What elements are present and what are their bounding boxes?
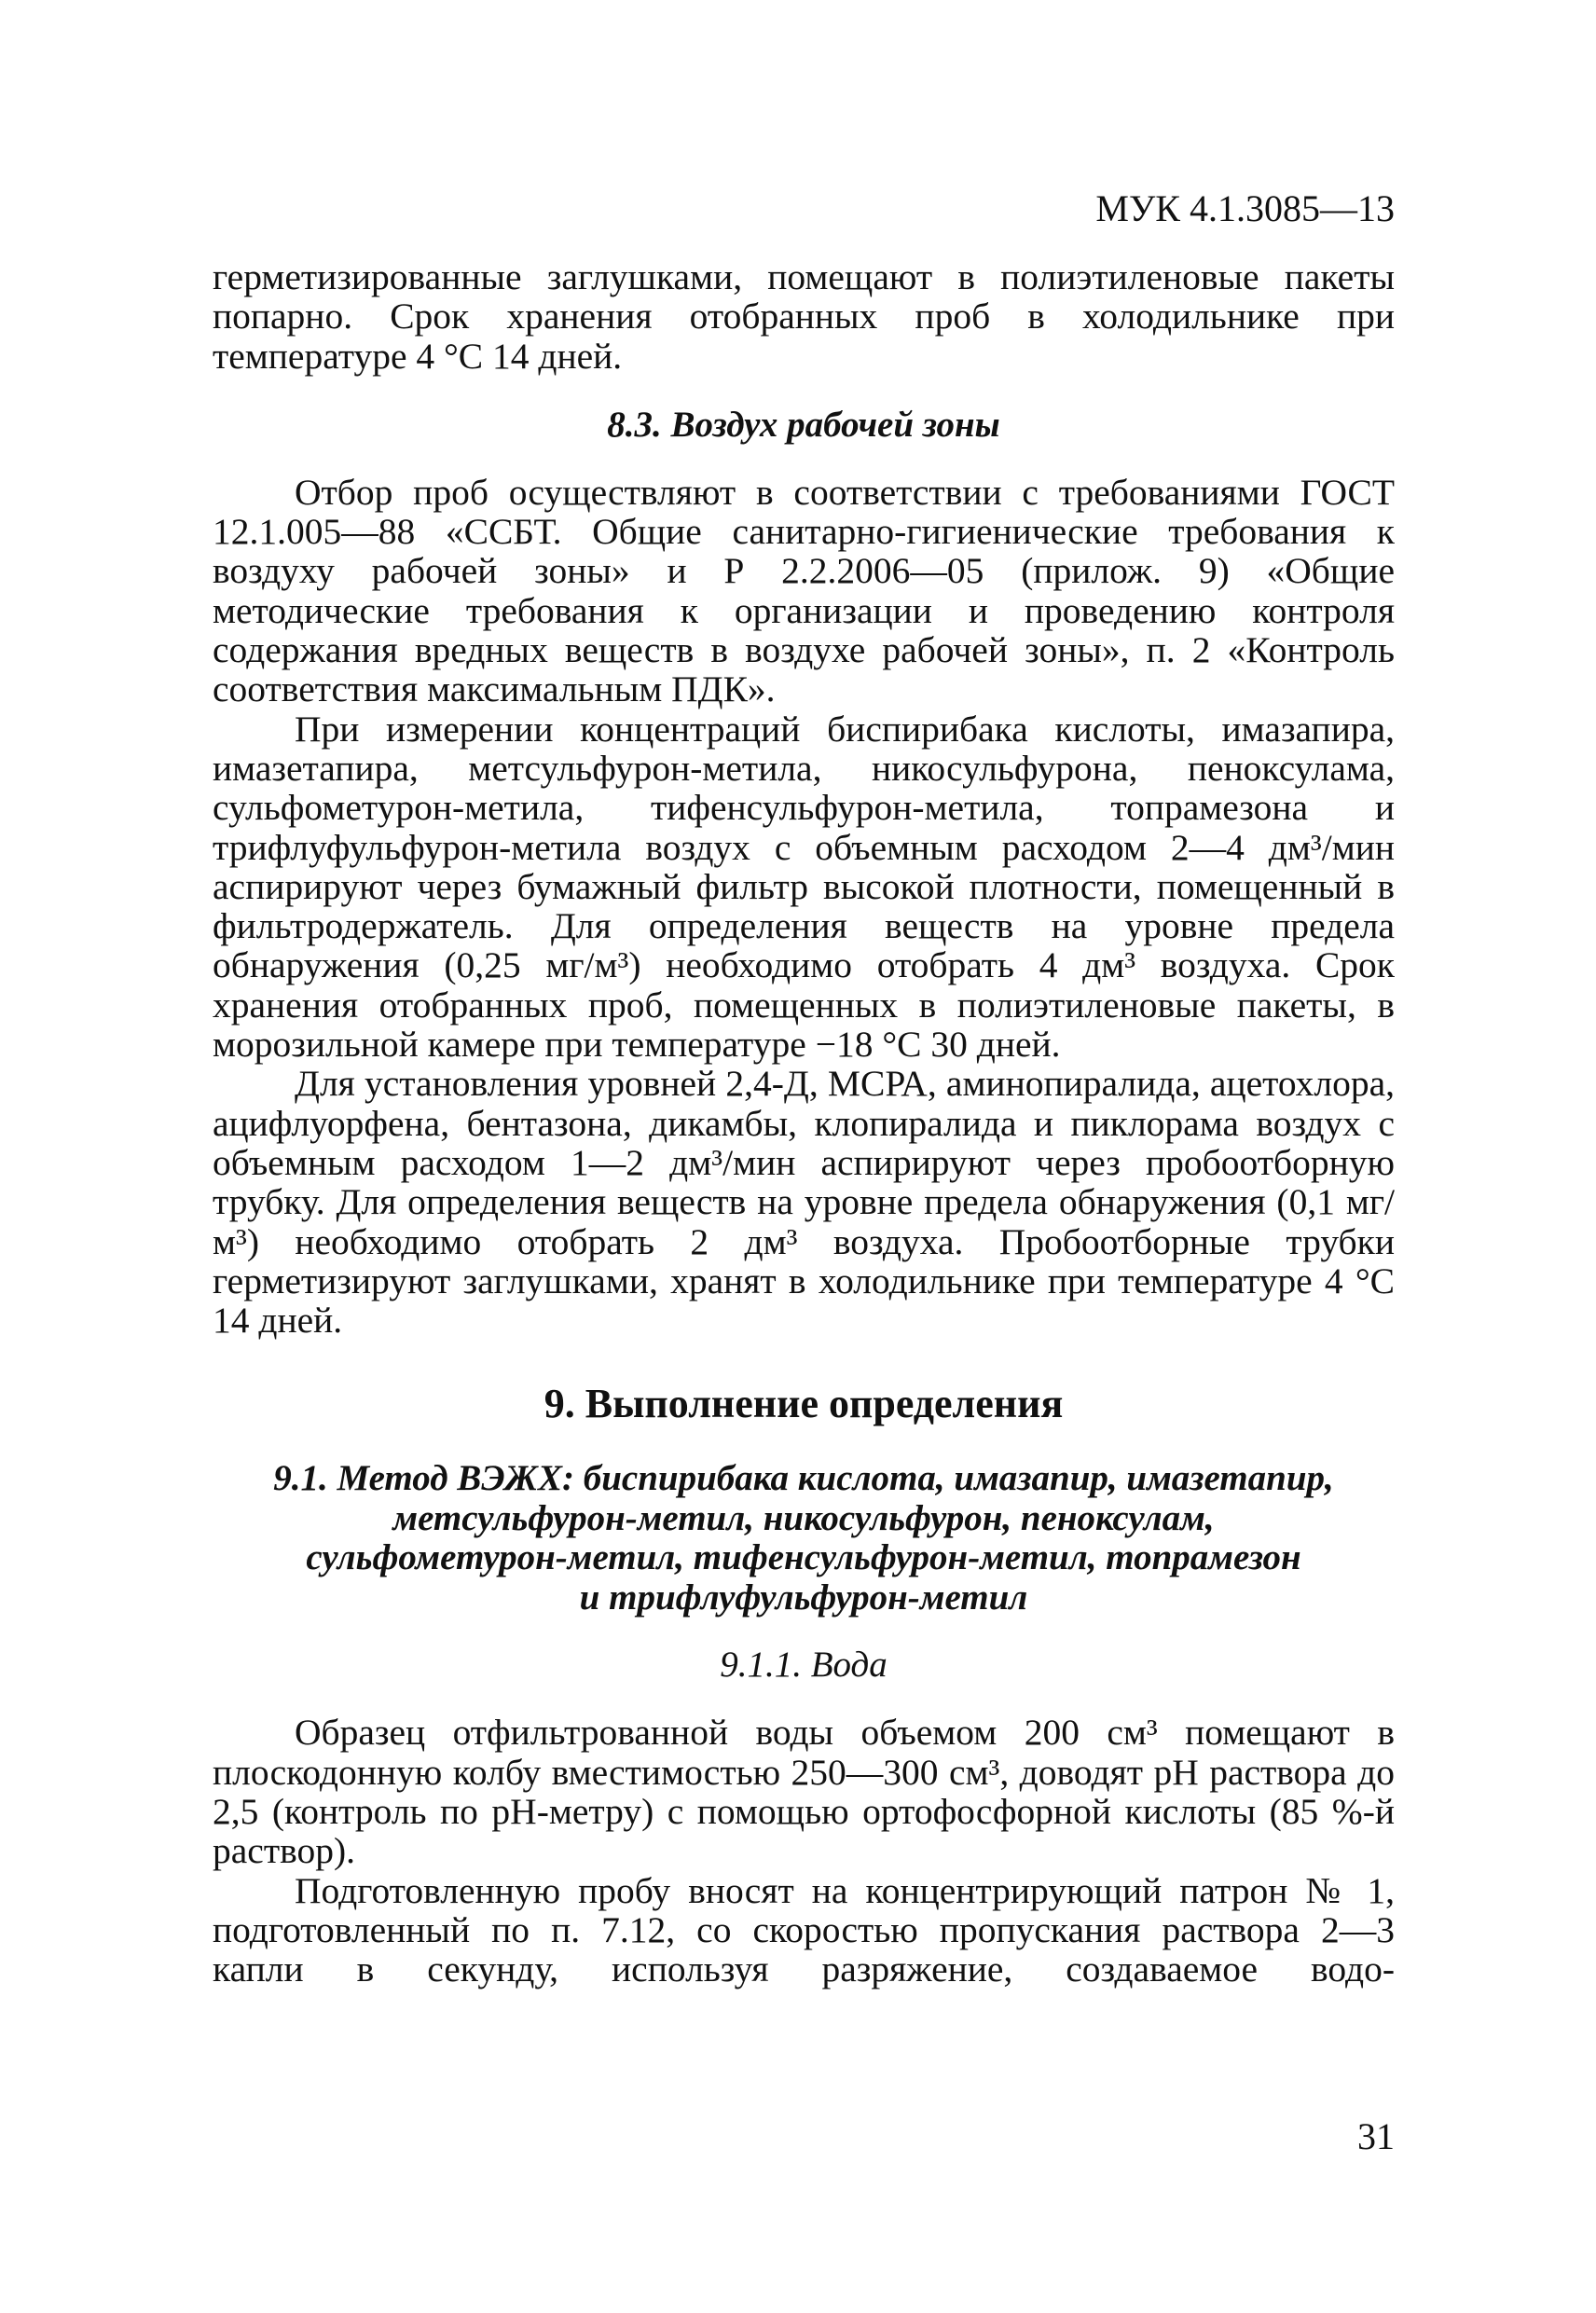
running-head: МУК 4.1.3085—13 — [1095, 187, 1395, 229]
paragraph-continued: герметизированные заглушками, помещают в полиэтиленовые пакеты попарно. Срок хранения отобранных проб в холодильнике при температуре 4 °С 14 дней. — [213, 256, 1395, 377]
paragraph-9-1-1-2: Подготовленную пробу вносят на концентрирующий патрон № 1, подготовленный по п. 7.12, со скоростью пропускания раствора 2—3 капли в секунду, используя разряжение, создаваемое водо- — [213, 1869, 1395, 1990]
paragraph-8-3-1: Отбор проб осуществляют в соответствии с требованиями ГОСТ 12.1.005—88 «ССБТ. Общие санитарно-гигиенические требования к воздуху рабочей зоны» и Р 2.2.2006—05 (прилож. 9) «Общие методические требования к организации и проведению контроля содержания вредных веществ в воздухе рабочей зоны», п. 2 «Контроль соответствия максимальным ПДК». — [213, 471, 1395, 710]
paragraph-8-3-2: При измерении концентраций биспирибака кислоты, имазапира, имазетапира, метсульфурон-метила, никосульфурона, пеноксулама, сульфометурон-метила, тифенсульфурон-метила, топрамезона и трифлуфульфурон-метила воздух с объемным расходом 2—4 дм³/мин аспирируют через бумажный фильтр высокой плотности, помещенный в фильтродержатель. Для определения веществ на уровне предела обнаружения (0,25 мг/м³) необходимо отобрать 4 дм³ воздуха. Срок хранения отобранных проб, помещенных в полиэтиленовые пакеты, в морозильной камере при температуре −18 °С 30 дней. — [213, 708, 1395, 1066]
method-heading-9-1 — [213, 1459, 1395, 1618]
method-heading-line: 9.1. Метод ВЭЖХ: биспирибака кислота, имазапир, имазетапир, — [273, 1458, 1334, 1499]
section-heading-9: 9. Выполнение определения — [543, 1381, 1064, 1427]
method-heading-line: и трифлуфульфурон-метил — [579, 1576, 1028, 1618]
page-number: 31 — [1357, 2115, 1395, 2157]
paragraph-9-1-1-1: Образец отфильтрованной воды объемом 200 см³ помещают в плоскодонную колбу вместимостью 250—300 см³, доводят рН раствора до 2,5 (контроль по рН-метру) с помощью ортофосфорной кислоты (85 %-й раствор). — [213, 1712, 1395, 1872]
method-heading-line: метсульфурон-метил, никосульфурон, пеноксулам, — [392, 1497, 1215, 1538]
paragraph-8-3-3: Для установления уровней 2,4-Д, МСРА, аминопиралида, ацетохлора, ацифлуорфена, бентазона, дикамбы, клопиралида и пиклорама воздух с объемным расходом 1—2 дм³/мин аспирируют через пробоотборную трубку. Для определения веществ на уровне предела обнаружения (0,1 мг/м³) необходимо отобрать 2 дм³ воздуха. Пробоотборные трубки герметизируют заглушками, хранят в холодильнике при температуре 4 °С 14 дней. — [213, 1063, 1395, 1342]
method-heading-line: сульфометурон-метил, тифенсульфурон-метил, топрамезон — [306, 1537, 1301, 1578]
document-body — [213, 257, 1395, 1989]
subsection-heading-9-1-1: 9.1.1. Вода — [720, 1645, 887, 1686]
subsection-heading-8-3: 8.3. Воздух рабочей зоны — [607, 404, 1000, 445]
